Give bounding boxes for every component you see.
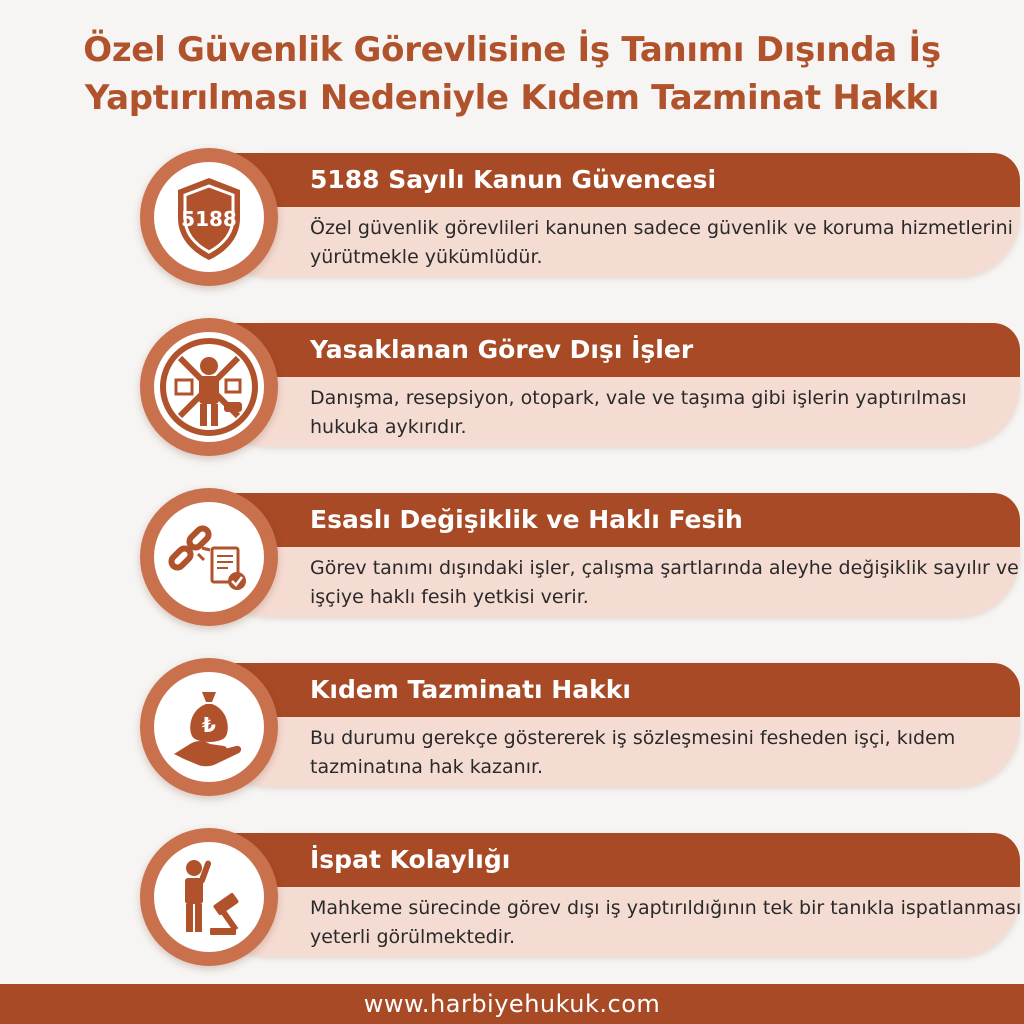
- money-bag-hand-icon: [140, 658, 278, 796]
- prohibited-tasks-icon: [140, 318, 278, 456]
- info-card: [140, 658, 1020, 808]
- info-card: [140, 488, 1020, 638]
- card-icon-circle: [140, 828, 278, 966]
- card-icon-circle: [140, 148, 278, 286]
- svg-text:₺: ₺: [202, 713, 216, 737]
- card-description: Danışma, resepsiyon, otopark, vale ve taşıma gibi işlerin yaptırılması hukuka aykırıdır.: [310, 387, 967, 438]
- card-description: Özel güvenlik görevlileri kanunen sadece güvenlik ve koruma hizmetlerini yürütmekle yükümlüdür.: [310, 217, 1013, 268]
- card-heading: İspat Kolaylığı: [310, 845, 511, 874]
- card-description: Görev tanımı dışındaki işler, çalışma şartlarında aleyhe değişiklik sayılır ve işçiye haklı fesih yetkisi verir.: [310, 557, 1019, 608]
- card-heading: Esaslı Değişiklik ve Haklı Fesih: [310, 505, 743, 534]
- website-link[interactable]: www.harbiyehukuk.com: [363, 990, 661, 1018]
- info-card: [140, 828, 1020, 978]
- card-heading: Kıdem Tazminatı Hakkı: [310, 675, 631, 704]
- broken-chain-document-icon: [140, 488, 278, 626]
- card-description: Bu durumu gerekçe göstererek iş sözleşmesini fesheden işçi, kıdem tazminatına hak kazanır.: [310, 727, 956, 778]
- info-card: [140, 148, 1020, 298]
- card-icon-circle: [140, 318, 278, 456]
- footer-bar: [0, 984, 1024, 1024]
- card-heading: 5188 Sayılı Kanun Güvencesi: [310, 165, 717, 194]
- card-description: Mahkeme sürecinde görev dışı iş yaptırıldığının tek bir tanıkla ispatlanması yeterli görülmektedir.: [310, 897, 1022, 948]
- card-icon-circle: [140, 488, 278, 626]
- card-heading: Yasaklanan Görev Dışı İşler: [310, 335, 694, 364]
- page-title: Özel Güvenlik Görevlisine İş Tanımı Dışında İş Yaptırılması Nedeniyle Kıdem Tazminat Hakkı: [83, 30, 941, 118]
- shield-icon: [140, 148, 278, 286]
- card-icon-circle: [140, 658, 278, 796]
- svg-text:5188: 5188: [181, 207, 237, 231]
- witness-gavel-icon: [140, 828, 278, 966]
- info-card: [140, 318, 1020, 468]
